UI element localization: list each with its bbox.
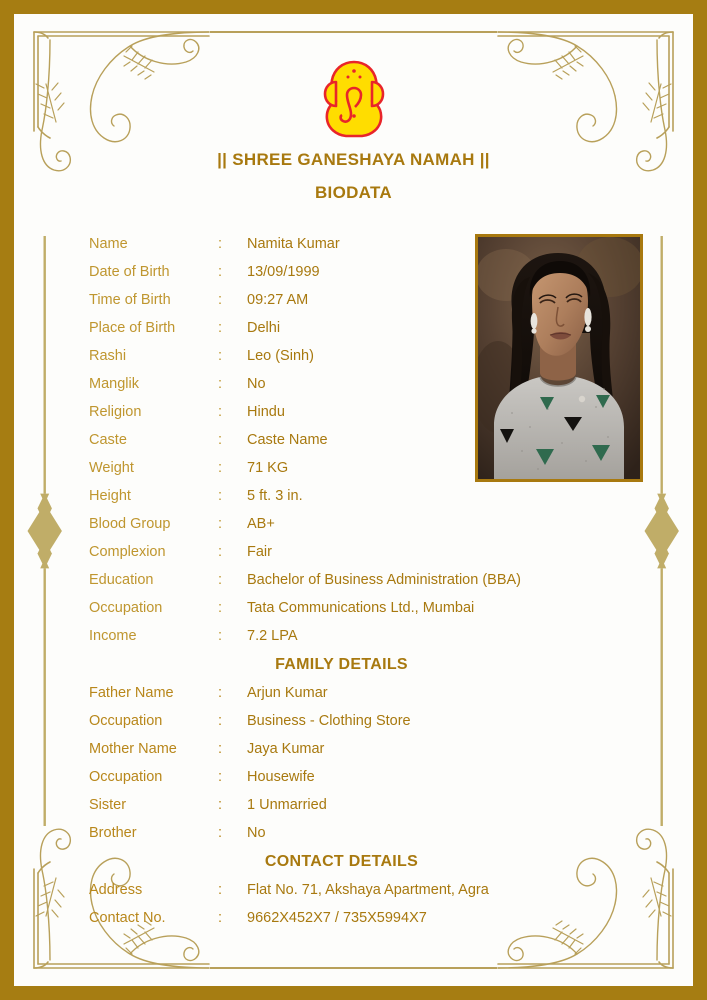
row-label: Rashi	[89, 348, 127, 364]
row-value: Arjun Kumar	[247, 685, 328, 701]
document-header	[14, 58, 693, 203]
row-separator: :	[218, 600, 223, 616]
row-separator: :	[218, 320, 223, 336]
table-row	[14, 904, 693, 932]
row-value: Caste Name	[247, 432, 328, 448]
table-row	[14, 286, 693, 314]
row-label: Sister	[89, 797, 127, 813]
contact-details-section	[14, 853, 693, 932]
row-separator: :	[218, 544, 223, 560]
row-value: No	[247, 376, 266, 392]
page-title: BIODATA	[314, 183, 392, 202]
row-separator: :	[218, 516, 223, 532]
table-row	[14, 342, 693, 370]
row-separator: :	[218, 292, 223, 308]
ganesha-icon	[318, 58, 390, 140]
table-row	[14, 707, 693, 735]
row-separator: :	[218, 741, 223, 757]
table-row	[14, 398, 693, 426]
row-value: Bachelor of Business Administration (BBA)	[247, 572, 522, 588]
row-label: Time of Birth	[89, 292, 171, 308]
row-label: Income	[89, 628, 137, 644]
row-separator: :	[218, 769, 223, 785]
table-row	[14, 735, 693, 763]
row-separator: :	[218, 460, 223, 476]
row-label: Father Name	[89, 685, 174, 701]
table-row	[14, 791, 693, 819]
family-details-section	[14, 656, 693, 847]
table-row	[14, 370, 693, 398]
row-separator: :	[218, 882, 223, 898]
row-separator: :	[218, 236, 223, 252]
row-value: 1 Unmarried	[247, 797, 327, 813]
row-separator: :	[218, 348, 223, 364]
table-row	[14, 566, 693, 594]
row-separator: :	[218, 910, 223, 926]
row-value: 7.2 LPA	[247, 628, 298, 644]
table-row	[14, 482, 693, 510]
divider-top	[210, 31, 497, 33]
section-heading-family: FAMILY DETAILS	[275, 656, 408, 673]
row-label: Address	[89, 882, 143, 898]
row-value: Hindu	[247, 404, 285, 420]
row-separator: :	[218, 404, 223, 420]
row-separator: :	[218, 376, 223, 392]
row-separator: :	[218, 685, 223, 701]
row-label: Height	[89, 488, 131, 504]
row-label: Contact No.	[89, 910, 166, 926]
row-value: AB+	[247, 516, 275, 532]
row-separator: :	[218, 628, 223, 644]
row-value: 71 KG	[247, 460, 289, 476]
row-value: Namita Kumar	[247, 236, 340, 252]
row-value: 5 ft. 3 in.	[247, 488, 303, 504]
table-row	[14, 314, 693, 342]
row-label: Weight	[89, 460, 134, 476]
row-value: Jaya Kumar	[247, 741, 325, 757]
row-value: Fair	[247, 544, 272, 560]
row-label: Occupation	[89, 600, 163, 616]
row-label: Occupation	[89, 713, 163, 729]
row-value: No	[247, 825, 266, 841]
table-row	[14, 876, 693, 904]
table-row	[14, 819, 693, 847]
divider-bottom	[210, 967, 497, 969]
row-label: Blood Group	[89, 516, 171, 532]
row-value: Housewife	[247, 769, 315, 785]
row-label: Name	[89, 236, 128, 252]
table-row	[14, 510, 693, 538]
row-label: Education	[89, 572, 154, 588]
table-row	[14, 426, 693, 454]
row-value: Leo (Sinh)	[247, 348, 314, 364]
row-separator: :	[218, 488, 223, 504]
biodata-content	[14, 230, 693, 932]
row-value: 13/09/1999	[247, 264, 320, 280]
row-label: Manglik	[89, 376, 139, 392]
row-value: 09:27 AM	[247, 292, 309, 308]
row-label: Brother	[89, 825, 137, 841]
table-row	[14, 538, 693, 566]
row-value: Delhi	[247, 320, 281, 336]
table-row	[14, 679, 693, 707]
mantra-text: || SHREE GANESHAYA NAMAH ||	[217, 150, 490, 169]
table-row	[14, 454, 693, 482]
row-separator: :	[218, 713, 223, 729]
biodata-sheet	[14, 14, 693, 986]
personal-details-section	[14, 230, 693, 650]
row-value: Business - Clothing Store	[247, 713, 411, 729]
table-row	[14, 258, 693, 286]
row-separator: :	[218, 797, 223, 813]
section-heading-contact: CONTACT DETAILS	[264, 853, 419, 870]
table-row	[14, 622, 693, 650]
table-row	[14, 763, 693, 791]
row-label: Place of Birth	[89, 320, 176, 336]
row-label: Date of Birth	[89, 264, 170, 280]
row-separator: :	[218, 572, 223, 588]
row-label: Complexion	[89, 544, 166, 560]
row-label: Religion	[89, 404, 142, 420]
table-row	[14, 594, 693, 622]
row-separator: :	[218, 825, 223, 841]
row-value: Flat No. 71, Akshaya Apartment, Agra	[247, 882, 489, 898]
row-label: Occupation	[89, 769, 163, 785]
row-label: Mother Name	[89, 741, 177, 757]
row-separator: :	[218, 432, 223, 448]
row-value: 9662X452X7 / 735X5994X7	[247, 910, 427, 926]
row-label: Caste	[89, 432, 127, 448]
row-separator: :	[218, 264, 223, 280]
row-value: Tata Communications Ltd., Mumbai	[247, 600, 475, 616]
table-row	[14, 230, 693, 258]
